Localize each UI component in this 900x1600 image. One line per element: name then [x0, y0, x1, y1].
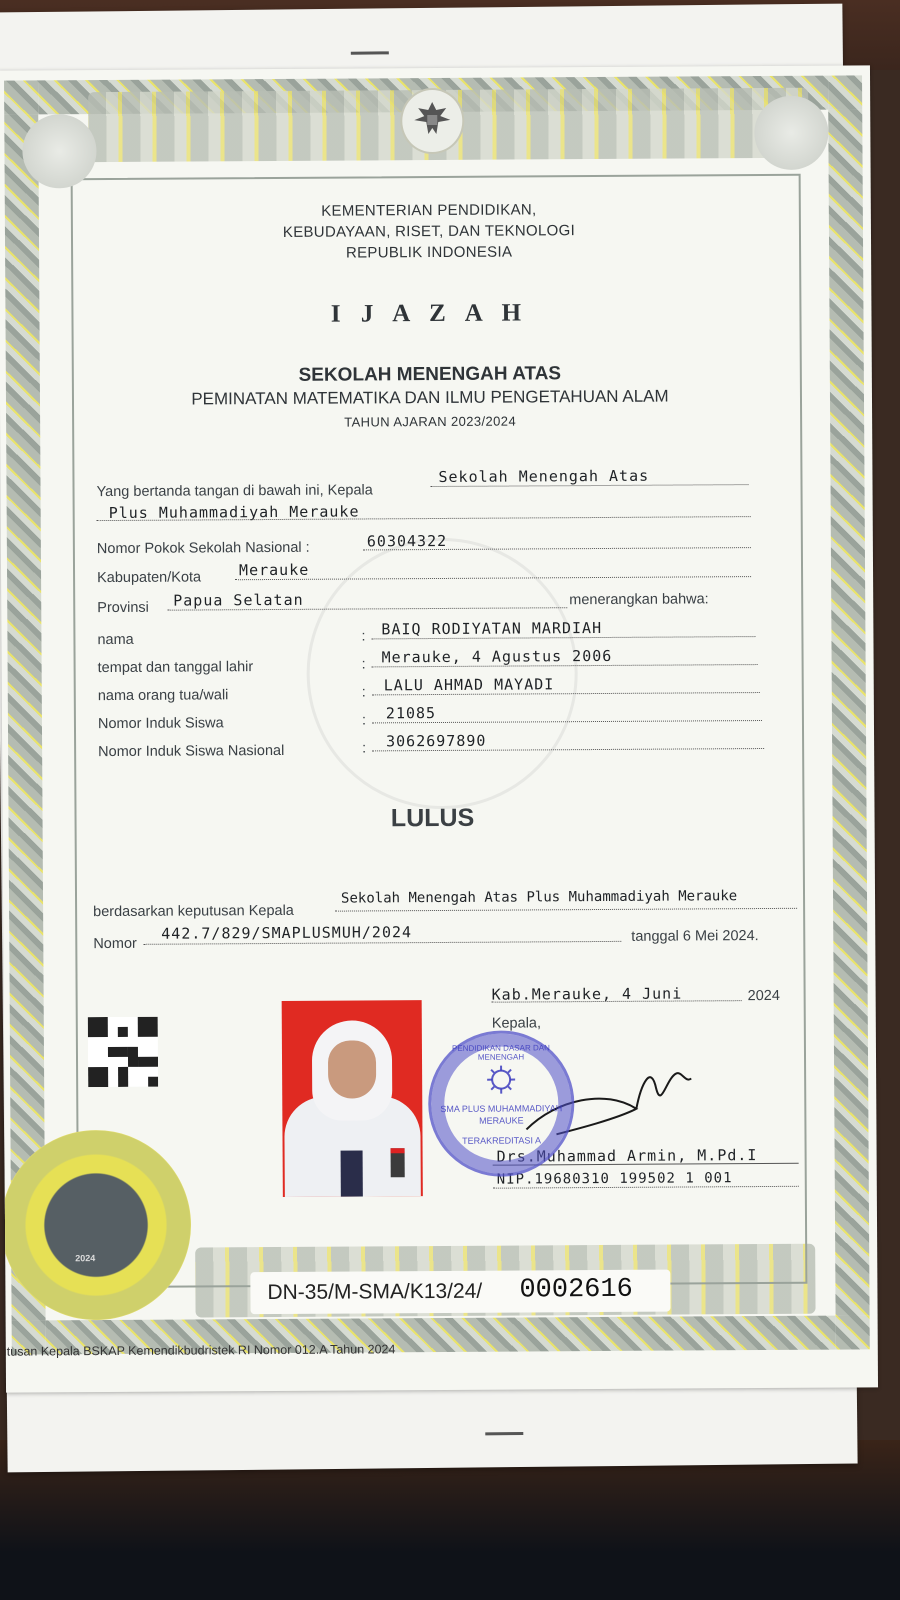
ministry-line-2: KEBUDAYAAN, RISET, DAN TEKNOLOGI [282, 222, 576, 241]
nis-value: 21085 [385, 704, 437, 723]
school-stamp [428, 1030, 575, 1177]
ministry-line-1: KEMENTERIAN PENDIDIKAN, [321, 201, 537, 220]
ortu-value: LALU AHMAD MAYADI [383, 675, 555, 695]
principal-name: Drs.Muhammad Armin, M.Pd.I [496, 1146, 758, 1166]
ortu-label: nama orang tua/wali [97, 687, 229, 705]
seal-year: 2024 [75, 1253, 96, 1264]
provinsi-label: Provinsi [97, 599, 149, 617]
signing-year: 2024 [747, 987, 780, 1005]
certificate [0, 65, 878, 1392]
garuda-emblem-icon [400, 88, 464, 154]
qr-code [88, 1017, 158, 1087]
kabupaten-label: Kabupaten/Kota [97, 569, 202, 587]
student-photo [282, 1000, 423, 1197]
ttl-label: tempat dan tanggal lahir [97, 659, 254, 677]
decision-school: Sekolah Menengah Atas Plus Muhammadiyah Merauke [340, 888, 738, 907]
nis-label: Nomor Induk Siswa [97, 715, 224, 733]
corner-ornament-top-right [754, 96, 828, 170]
colon: : [361, 712, 367, 729]
intro-label: Yang bertanda tangan di bawah ini, Kepala [96, 482, 373, 501]
specialization: PEMINATAN MATEMATIKA DAN ILMU PENGETAHUAN ALAM [191, 386, 669, 409]
kabupaten-value: Merauke [238, 560, 310, 580]
signing-place-date: Kab.Merauke, 4 Juni [491, 984, 683, 1004]
hologram-seal [0, 1130, 191, 1321]
serial-prefix: DN-35/M-SMA/K13/24/ [267, 1279, 483, 1305]
colon: : [362, 740, 367, 757]
npsn-label: Nomor Pokok Sekolah Nasional : [96, 539, 310, 558]
decision-date: tanggal 6 Mei 2024. [631, 928, 759, 945]
ministry-line-3: REPUBLIK INDONESIA [345, 243, 513, 262]
corner-ornament-top-left [22, 114, 96, 188]
colon: : [361, 684, 366, 701]
stamp-accreditation: TERAKREDITASI A [462, 1135, 541, 1146]
stamp-city: MERAUKE [479, 1115, 524, 1126]
nama-value: BAIQ RODIYATAN MARDIAH [381, 618, 603, 639]
stamp-ring-text: PENDIDIKAN DASAR DAN MENENGAH [452, 1043, 550, 1062]
decision-label: berdasarkan keputusan Kepala [93, 902, 294, 921]
nisn-label: Nomor Induk Siswa Nasional [98, 742, 285, 761]
signing-role: Kepala, [491, 1015, 542, 1032]
paper-mark-bottom [485, 1432, 523, 1435]
nama-label: nama [97, 631, 134, 649]
nomor-label: Nomor [93, 935, 137, 953]
school-name-line1: Sekolah Menengah Atas [438, 466, 650, 486]
school-name-line2: Plus Muhammadiyah Merauke [108, 502, 360, 523]
colon: : [361, 656, 366, 673]
nomor-value: 442.7/829/SMAPLUSMUH/2024 [161, 923, 413, 943]
muhammadiyah-sun-icon [483, 1064, 519, 1098]
nisn-value: 3062697890 [386, 731, 487, 751]
stamp-school: SMA PLUS MUHAMMADIYAH [440, 1103, 563, 1114]
menerangkan-label: menerangkan bahwa: [569, 591, 709, 609]
serial-number: 0002616 [519, 1274, 633, 1306]
academic-year: TAHUN AJARAN 2023/2024 [344, 413, 517, 430]
status-lulus: LULUS [390, 803, 475, 833]
npsn-value: 60304322 [366, 531, 448, 551]
colon: : [361, 628, 366, 645]
provinsi-value: Papua Selatan [173, 590, 304, 610]
ttl-value: Merauke, 4 Agustus 2006 [381, 646, 613, 667]
document-title: I J A Z A H [330, 299, 529, 328]
school-level: SEKOLAH MENENGAH ATAS [298, 363, 562, 386]
principal-nip: NIP.19680310 199502 1 001 [496, 1170, 733, 1188]
footer-note: utusan Kepala BSKAP Kemendikbudristek RI Nomor 012.A Tahun 2024 [0, 1342, 396, 1359]
paper-mark-top [351, 51, 389, 54]
